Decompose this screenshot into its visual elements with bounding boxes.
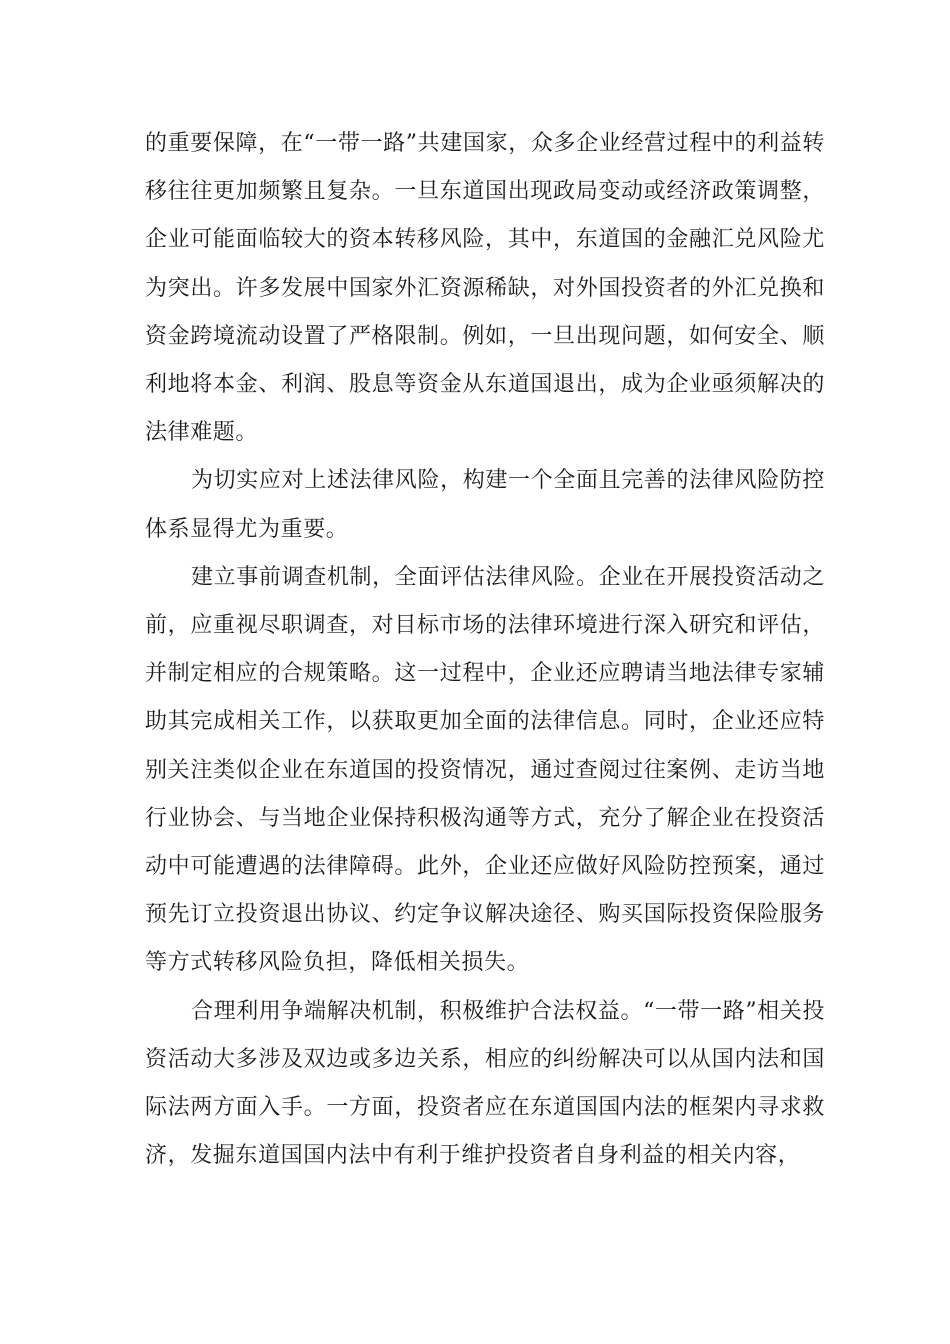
paragraph: 合理利用争端解决机制，积极维护合法权益。“一带一路”相关投资活动大多涉及双边或多边关系，相应的纠纷解决可以从国内法和国际法两方面入手。一方面，投资者应在东道国国内法的框架内寻求救济，发掘东道国国内法中有利于维护投资者自身利益的相关内容，	[145, 998, 825, 1169]
paragraph: 为切实应对上述法律风险，构建一个全面且完善的法律风险防控体系显得尤为重要。	[145, 468, 825, 542]
document-body	[145, 120, 825, 1180]
paragraph-continuation: 的重要保障，在“一带一路”共建国家，众多企业经营过程中的利益转移往往更加频繁且复杂。一旦东道国出现政局变动或经济政策调整，企业可能面临较大的资本转移风险，其中，东道国的金融汇兑风险尤为突出。许多发展中国家外汇资源稀缺，对外国投资者的外汇兑换和资金跨境流动设置了严格限制。例如，一旦出现问题，如何安全、顺利地将本金、利润、股息等资金从东道国退出，成为企业亟须解决的法律难题。	[145, 131, 825, 446]
paragraph: 建立事前调查机制，全面评估法律风险。企业在开展投资活动之前，应重视尽职调查，对目标市场的法律环境进行深入研究和评估，并制定相应的合规策略。这一过程中，企业还应聘请当地法律专家辅助其完成相关工作，以获取更加全面的法律信息。同时，企业还应特别关注类似企业在东道国的投资情况，通过查阅过往案例、走访当地行业协会、与当地企业保持积极沟通等方式，充分了解企业在投资活动中可能遭遇的法律障碍。此外，企业还应做好风险防控预案，通过预先订立投资退出协议、约定争议解决途径、购买国际投资保险服务等方式转移风险负担，降低相关损失。	[145, 564, 825, 976]
